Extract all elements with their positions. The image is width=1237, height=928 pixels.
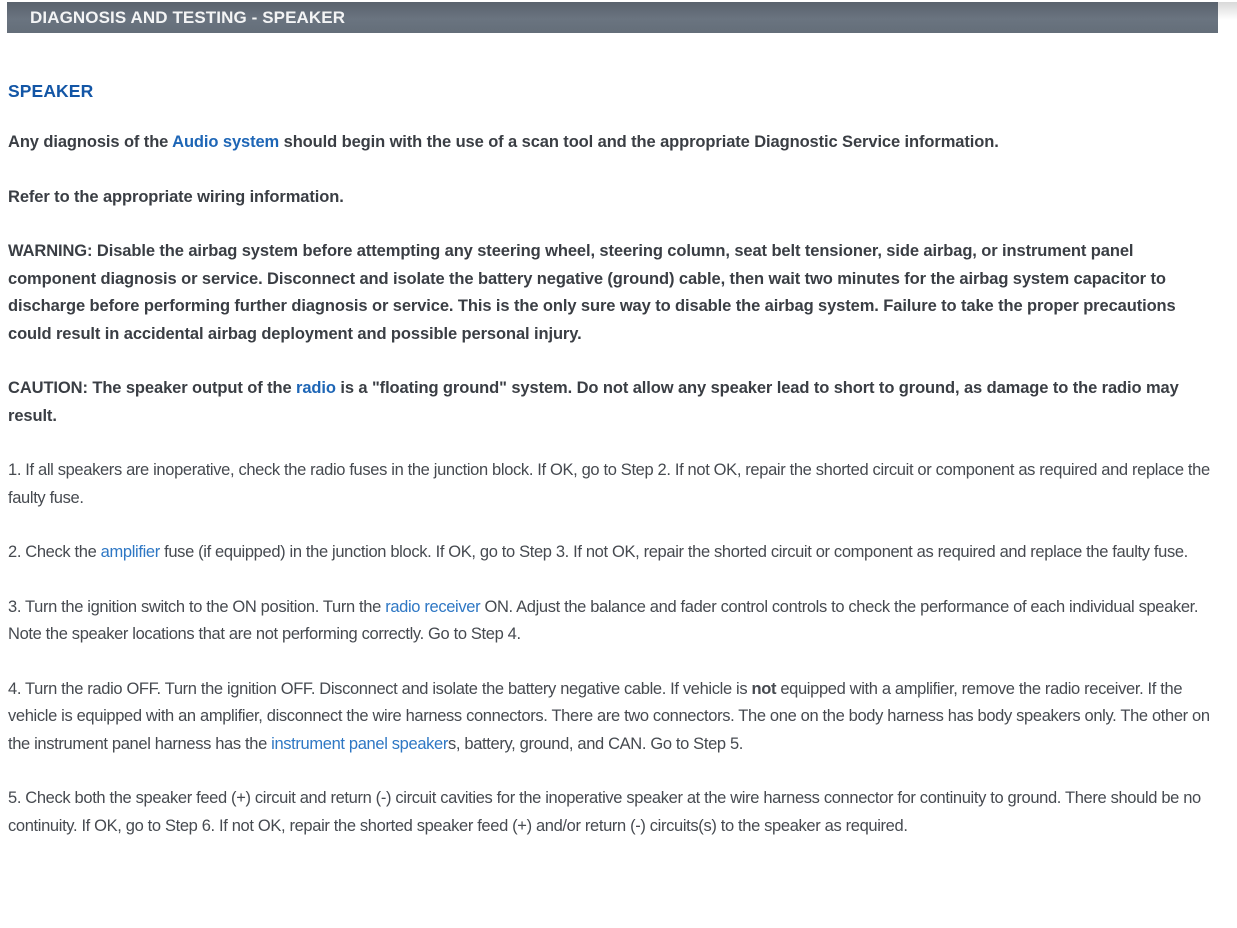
text-segment: fuse (if equipped) in the junction block. If OK, go to Step 3. If not OK, repair the shorted circuit or component as required and replace the faulty fuse. [159, 543, 1188, 561]
paragraph-step-5 [8, 785, 1215, 840]
text-segment: Refer to the appropriate wiring information. [8, 187, 344, 206]
paragraph-caution [8, 375, 1215, 430]
text-segment: 5. Check both the speaker feed (+) circuit and return (-) circuit cavities for the inoperative speaker at the wire harness connector for continuity to ground. There should be no continuity. If OK, go to Step 6. If not OK, repair the shorted speaker feed (+) and/or return (-) circuits(s) to the speaker as required. [8, 789, 1201, 835]
paragraph-step-2 [8, 539, 1215, 567]
paragraph-intro [8, 129, 1215, 157]
page-title: SPEAKER [8, 81, 94, 101]
link-instrument-panel-speaker[interactable]: instrument panel speaker [271, 734, 449, 753]
section-header-bar [7, 2, 1218, 33]
text-segment: s, battery, ground, and CAN. Go to Step 5. [448, 734, 744, 753]
content [0, 81, 1237, 850]
link-radio[interactable]: radio [296, 379, 336, 397]
text-segment: CAUTION: The speaker output of the [8, 379, 297, 397]
link-radio-receiver[interactable]: radio receiver [385, 597, 481, 616]
text-segment: should begin with the use of a scan tool and the appropriate Diagnostic Service information. [279, 133, 999, 151]
text-segment: 2. Check the [8, 543, 101, 561]
text-segment: is a "floating ground" system. Do not allow any speaker lead to short to ground, as damage to the radio may result. [8, 379, 1179, 425]
section-header-title: DIAGNOSIS AND TESTING - SPEAKER [30, 7, 346, 27]
paragraph-step-3 [8, 594, 1215, 649]
text-segment: WARNING: Disable the airbag system before attempting any steering wheel, steering column, seat belt tensioner, side airbag, or instrument panel component diagnosis or service. Disconnect and isolate the battery negative (ground) cable, then wait two minutes for the airbag system capacitor to discharge before performing further diagnosis or service. This is the only sure way to disable the airbag system. Failure to take the proper precautions could result in accidental airbag deployment and possible personal injury. [8, 242, 1176, 343]
paragraph-wiring-info [8, 184, 1215, 212]
text-segment: not [751, 679, 777, 698]
link-audio-system[interactable]: Audio system [172, 133, 280, 151]
link-amplifier[interactable]: amplifier [100, 543, 160, 561]
text-segment: equipped with a amplifier, remove the radio receiver. If the vehicle is equipped with an amplifier, disconnect the wire harness connectors. There are two connectors. The one on the body harness has body speakers only. The other on the instrument panel harness has the [8, 679, 1210, 753]
paragraph-step-1 [8, 457, 1215, 512]
page-corner-fade [1218, 2, 1237, 20]
text-segment: 3. Turn the ignition switch to the ON position. Turn the [8, 597, 386, 616]
text-segment: ON. Adjust the balance and fader control controls to check the performance of each individual speaker. Note the speaker locations that are not performing correctly. Go to Step 4. [8, 597, 1199, 643]
paragraph-warning [8, 238, 1215, 348]
paragraph-step-4 [8, 676, 1215, 759]
text-segment: 4. Turn the radio OFF. Turn the ignition OFF. Disconnect and isolate the battery negative cable. If vehicle is [8, 679, 752, 698]
text-segment: 1. If all speakers are inoperative, check the radio fuses in the junction block. If OK, go to Step 2. If not OK, repair the shorted circuit or component as required and replace the faulty fuse. [8, 461, 1210, 507]
text-segment: Any diagnosis of the [8, 133, 173, 151]
content-paragraphs [8, 129, 1215, 840]
